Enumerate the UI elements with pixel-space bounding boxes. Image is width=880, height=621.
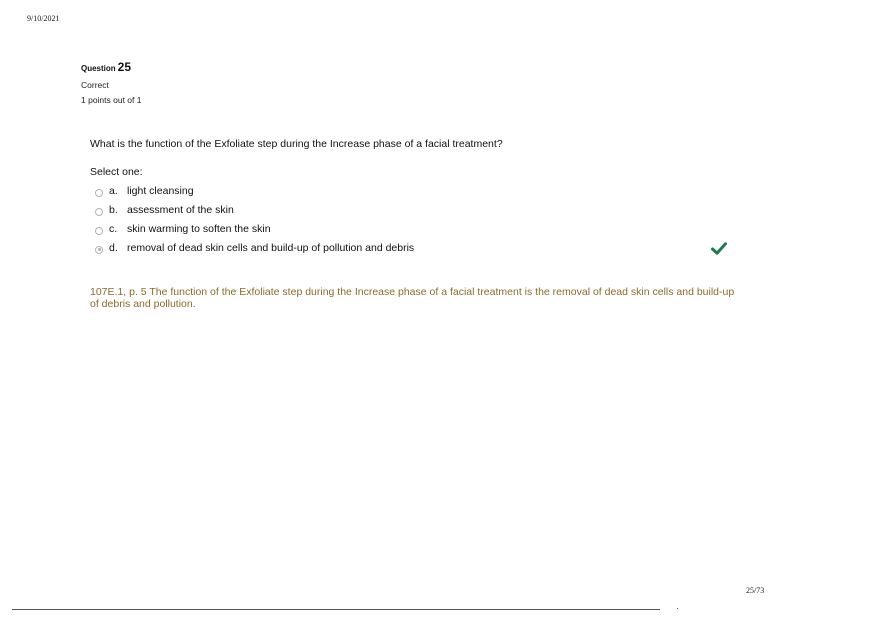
radio-button[interactable]	[95, 189, 103, 197]
question-info	[81, 60, 142, 105]
question-text: What is the function of the Exfoliate step during the Increase phase of a facial treatment?	[90, 138, 503, 150]
answer-text: assessment of the skin	[127, 203, 234, 216]
footer-divider	[12, 609, 660, 610]
answer-option-a[interactable]	[95, 181, 745, 200]
answer-text: light cleansing	[127, 184, 194, 197]
answer-option-d[interactable]	[95, 238, 745, 257]
answer-text: removal of dead skin cells and build-up of pollution and debris	[127, 241, 415, 254]
answer-letter: a.	[109, 184, 118, 197]
page-number: 25/73	[746, 586, 765, 595]
select-one-prompt: Select one:	[90, 166, 143, 178]
answer-text: skin warming to soften the skin	[127, 222, 271, 235]
answer-option-b[interactable]	[95, 200, 745, 219]
radio-button[interactable]	[95, 227, 103, 235]
question-label: Question	[81, 64, 116, 73]
answer-letter: d.	[109, 241, 118, 254]
radio-button-selected[interactable]	[95, 246, 103, 254]
answer-option-c[interactable]	[95, 219, 745, 238]
answer-list	[95, 181, 745, 257]
question-grade: 1 points out of 1	[81, 95, 142, 105]
answer-letter: c.	[109, 222, 118, 235]
answer-feedback: 107E.1, p. 5 The function of the Exfoliate step during the Increase phase of a facial treatment is the removal of dead skin cells and build-up of debris and pollution.	[90, 286, 735, 310]
check-icon	[711, 242, 727, 255]
answer-letter: b.	[109, 203, 118, 216]
print-date: 9/10/2021	[27, 14, 60, 23]
radio-button[interactable]	[95, 208, 103, 216]
question-state: Correct	[81, 80, 109, 90]
footer-mark	[677, 608, 678, 609]
question-heading	[81, 60, 142, 78]
question-number: 25	[117, 60, 132, 74]
